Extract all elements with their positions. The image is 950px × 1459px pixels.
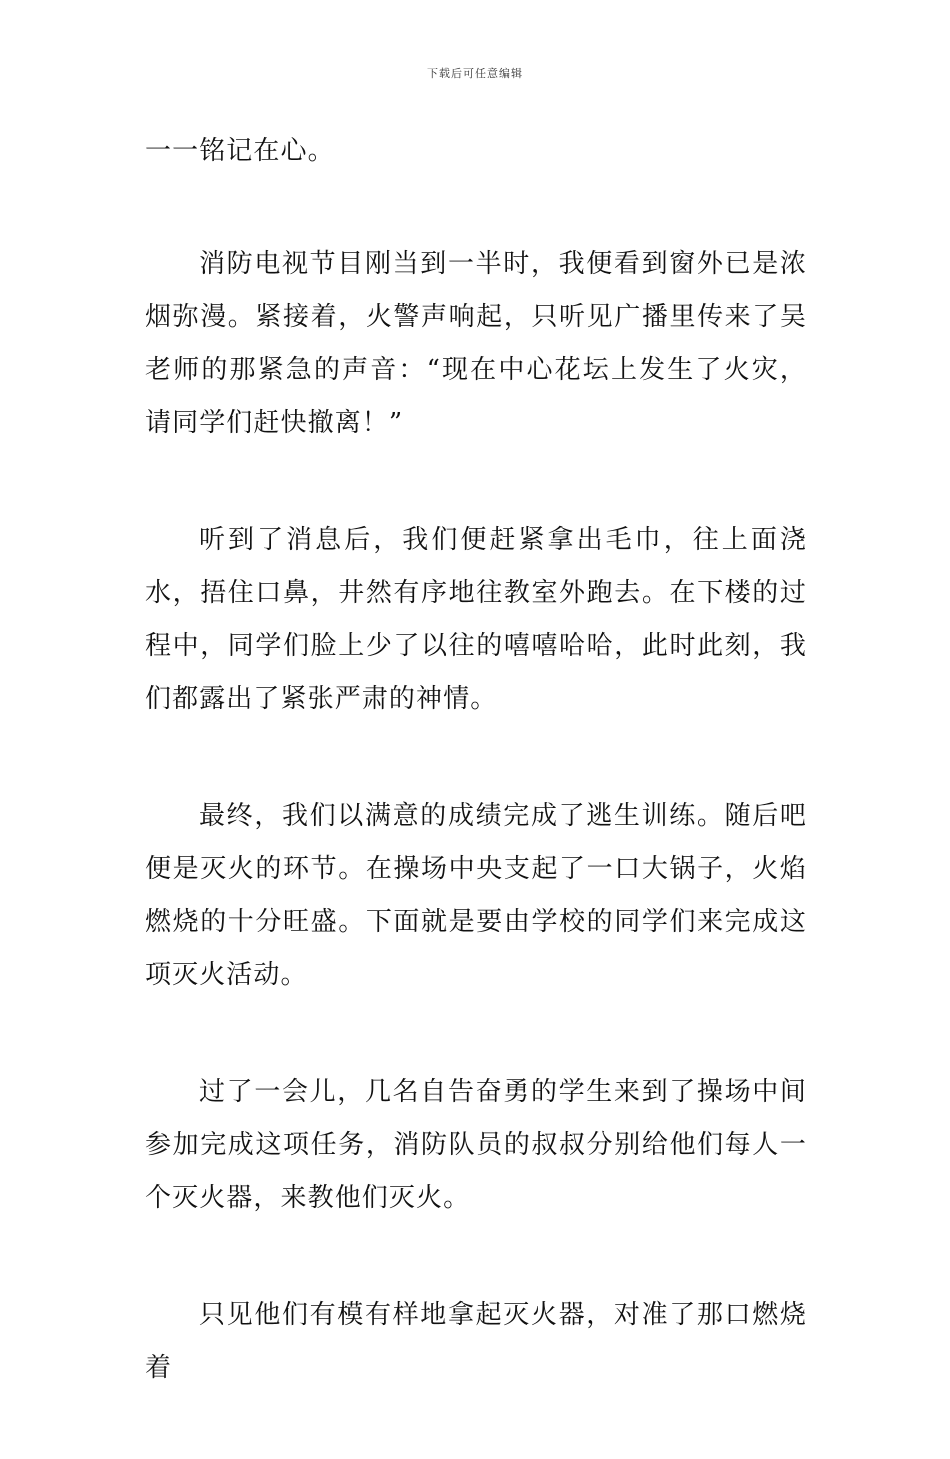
paragraph-2: 消防电视节目刚当到一半时，我便看到窗外已是浓烟弥漫。紧接着，火警声响起，只听见广播里传来了吴老师的那紧急的声音：“现在中心花坛上发生了火灾，请同学们赶快撤离！” — [145, 249, 807, 438]
document-body — [145, 125, 807, 1459]
paragraph-6: 只见他们有模有样地拿起灭火器，对准了那口燃烧着 — [145, 1300, 807, 1383]
paragraph-1: 一一铭记在心。 — [145, 136, 335, 166]
paragraph-5: 过了一会儿，几名自告奋勇的学生来到了操场中间参加完成这项任务，消防队员的叔叔分别给他们每人一个灭火器，来教他们灭火。 — [145, 1077, 807, 1213]
paragraph-3: 听到了消息后，我们便赶紧拿出毛巾，往上面浇水，捂住口鼻，井然有序地往教室外跑去。在下楼的过程中，同学们脸上少了以往的嘻嘻哈哈，此时此刻，我们都露出了紧张严肃的神情。 — [145, 525, 807, 714]
paragraph-4: 最终，我们以满意的成绩完成了逃生训练。随后吧便是灭火的环节。在操场中央支起了一口大锅子，火焰燃烧的十分旺盛。下面就是要由学校的同学们来完成这项灭火活动。 — [145, 801, 807, 990]
page-header-note: 下载后可任意编辑 — [427, 67, 523, 80]
